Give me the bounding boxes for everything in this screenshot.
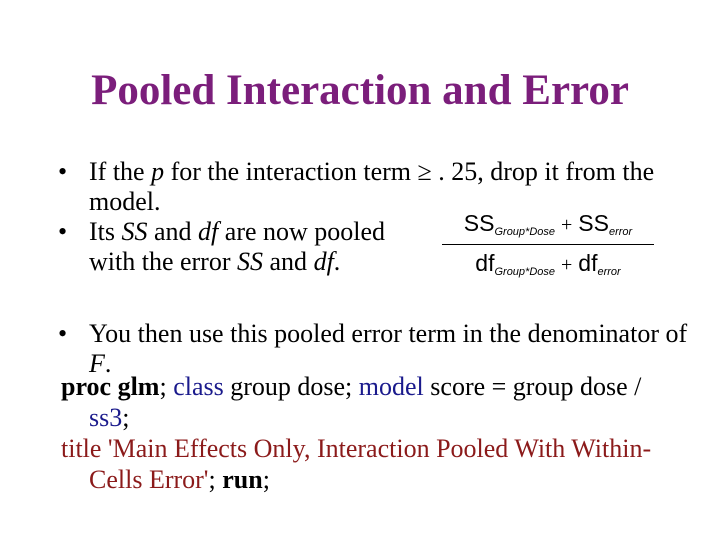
- formula-numerator: [440, 210, 656, 238]
- bullet-2-df2: df: [313, 247, 334, 276]
- code-line-1: [61, 371, 681, 433]
- code-class-keyword: class: [173, 372, 224, 401]
- bullet-3-f: F: [89, 349, 105, 378]
- sas-code-block: [61, 371, 681, 495]
- code-proc-glm: proc glm: [61, 372, 160, 401]
- formula-plus-2: +: [561, 254, 573, 276]
- code-model-keyword: model: [358, 372, 424, 401]
- code-end: ;: [262, 465, 270, 494]
- bullet-2-and: and: [147, 217, 199, 246]
- bullet-dot-icon: •: [58, 157, 68, 186]
- bullet-2-with: with the error: [89, 247, 238, 276]
- code-run: run: [222, 465, 263, 494]
- formula-ss-1: SS: [463, 210, 495, 236]
- bullet-dot-icon: •: [58, 319, 68, 348]
- bullet-2-and2: and: [263, 247, 314, 276]
- bullet-2-dot: .: [333, 247, 341, 276]
- formula-sub-4: error: [597, 266, 621, 278]
- code-title-statement: title 'Main Effects Only, Interaction Pooled With Within-Cells Error': [61, 434, 652, 494]
- formula-sub-2: error: [608, 226, 633, 238]
- bullet-2-are: are now pooled: [218, 217, 386, 246]
- bullet-2-df: df: [198, 217, 219, 246]
- bullet-3-text: You then use this pooled error term in the denominator of: [89, 319, 688, 348]
- bullet-1-pre: If the: [89, 157, 152, 186]
- bullet-1-p: p: [151, 157, 165, 186]
- formula-df-1: df: [475, 250, 495, 276]
- bullet-item-1: [58, 157, 698, 217]
- pooled-error-formula: [440, 210, 656, 282]
- bullet-2-its: Its: [89, 217, 122, 246]
- code-semi-1: ;: [159, 372, 174, 401]
- code-ss3-option: ss3: [89, 403, 123, 432]
- code-line-2: [61, 433, 681, 495]
- formula-ss-2: SS: [578, 210, 609, 236]
- formula-plus-1: +: [561, 214, 573, 236]
- slide-title: Pooled Interaction and Error: [91, 67, 629, 114]
- formula-denominator: [440, 250, 656, 278]
- bullet-dot-icon: •: [58, 217, 68, 246]
- bullet-1-post: for the interaction term ≥ . 25, drop it from the model.: [89, 157, 655, 216]
- bullet-item-3: [58, 319, 698, 379]
- code-semi-3: ;: [208, 465, 223, 494]
- code-model-rest: score = group dose /: [423, 372, 642, 401]
- bullet-2-ss2: SS: [237, 247, 264, 276]
- formula-sub-3: Group*Dose: [494, 266, 556, 278]
- code-class-rest: group dose;: [223, 372, 359, 401]
- code-semi-2: ;: [122, 403, 130, 432]
- bullet-2-ss: SS: [121, 217, 148, 246]
- formula-df-2: df: [578, 250, 598, 276]
- bullet-3-dot: .: [104, 349, 112, 378]
- formula-sub-1: Group*Dose: [494, 226, 556, 238]
- fraction-bar: [442, 244, 654, 245]
